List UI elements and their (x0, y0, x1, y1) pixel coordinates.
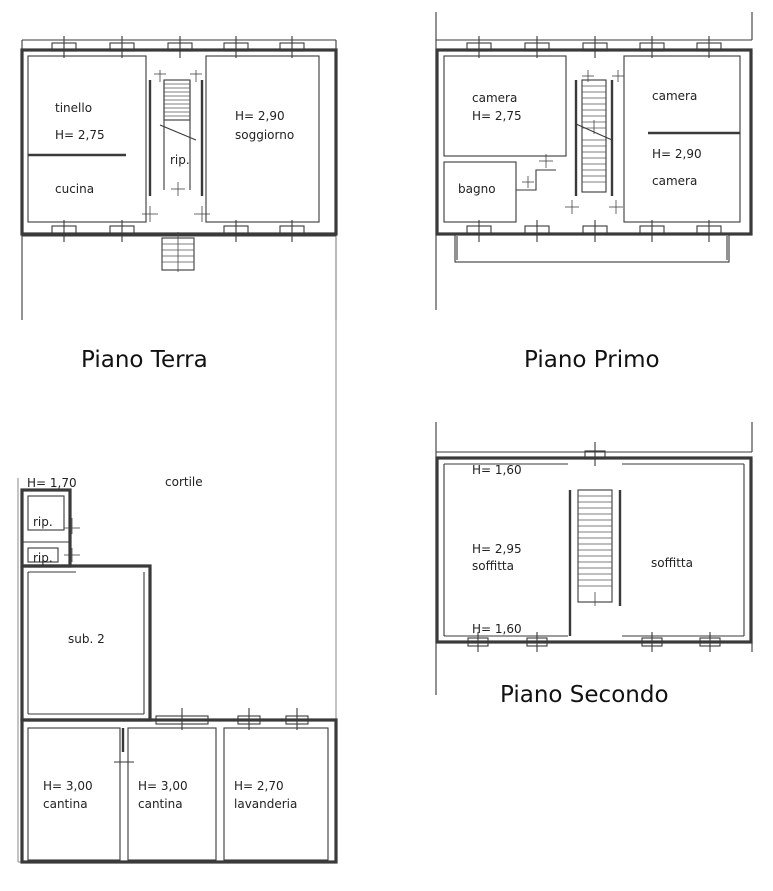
cantina-2-label: cantina (138, 797, 183, 811)
ground-rip-label: rip. (170, 153, 190, 167)
camera-left-height-label: H= 2,75 (472, 109, 522, 123)
rip-upper-label: rip. (33, 515, 53, 529)
second-top-height-label: H= 1,60 (472, 463, 522, 477)
first-floor-plan (436, 12, 752, 310)
camera-left-label: camera (472, 91, 518, 105)
rip-lower-label: rip. (33, 551, 53, 565)
cucina-label: cucina (55, 182, 95, 196)
tinello-height-label: H= 2,75 (55, 128, 105, 142)
camera-right-top-label: camera (652, 89, 698, 103)
soffitta-left-label: soffitta (472, 559, 514, 573)
piano-primo-title: Piano Primo (524, 347, 660, 373)
sub-2-label: sub. 2 (68, 632, 105, 646)
piano-terra-title: Piano Terra (81, 347, 208, 373)
cantina-2-height-label: H= 3,00 (138, 779, 188, 793)
cantina-1-label: cantina (43, 797, 88, 811)
second-bottom-height-label: H= 1,60 (472, 622, 522, 636)
soggiorno-label: soggiorno (235, 128, 295, 142)
bagno-label: bagno (458, 182, 496, 196)
camera-right-bottom-label: camera (652, 174, 698, 188)
second-mid-height-label: H= 2,95 (472, 542, 522, 556)
soffitta-right-label: soffitta (651, 556, 693, 570)
camera-right-height-label: H= 2,90 (652, 147, 702, 161)
tinello-label: tinello (55, 101, 93, 115)
piano-secondo-title: Piano Secondo (500, 682, 669, 708)
soggiorno-height-label: H= 2,90 (235, 109, 285, 123)
cantina-1-height-label: H= 3,00 (43, 779, 93, 793)
lavanderia-label: lavanderia (234, 797, 298, 811)
courtyard-rip-height-label: H= 1,70 (27, 476, 77, 490)
courtyard-plan (18, 236, 336, 862)
cortile-label: cortile (165, 475, 203, 489)
lavanderia-height-label: H= 2,70 (234, 779, 284, 793)
ground-floor-plan (22, 36, 336, 320)
